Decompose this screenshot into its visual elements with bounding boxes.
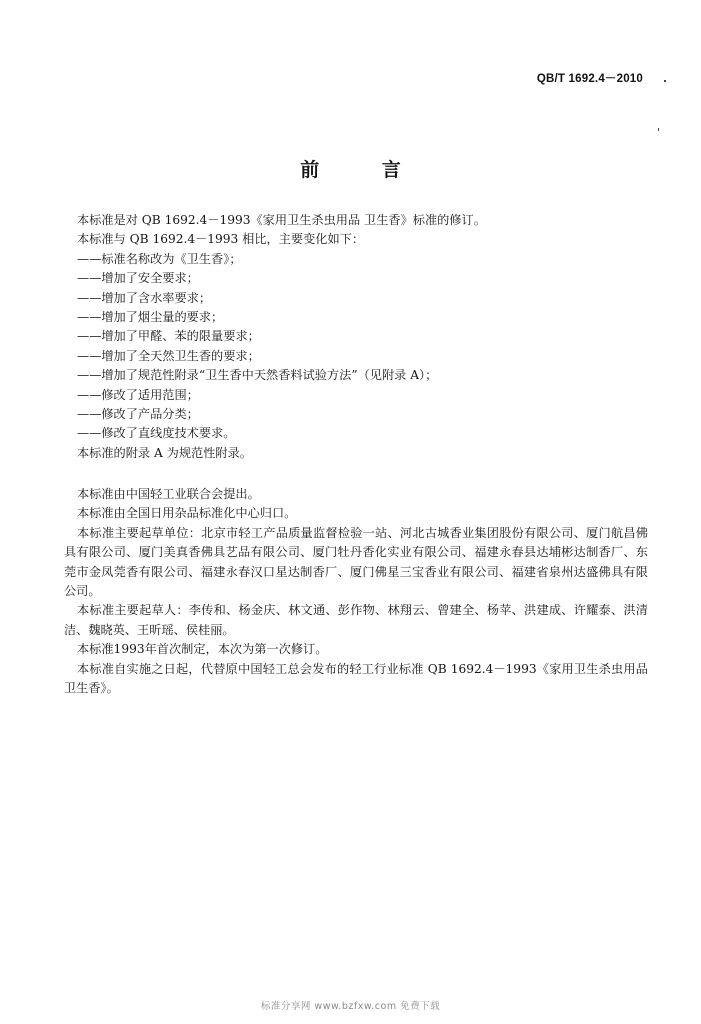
changes-section [64,211,648,463]
replacement-paragraph: 本标准自实施之日起，代替原中国轻工总会发布的轻工行业标准 QB 1692.4－1993《家用卫生杀虫用品 卫生香》。 [64,661,648,696]
change-item: ——增加了全天然卫生香的要求； [77,348,260,363]
change-item: ——修改了适用范围； [77,387,199,402]
appendix-note: 本标准的附录 A 为规范性附录。 [77,445,252,460]
change-item: ——增加了甲醛、苯的限量要求； [77,329,260,344]
drafters-paragraph: 本标准主要起草人：李传和、杨金庆、林文通、彭作物、林翔云、曾建全、杨苹、洪建成、许耀泰、洪清洁、魏晓英、王昕瑶、侯桂丽。 [64,603,648,637]
change-item: ——修改了直线度技术要求。 [77,426,236,441]
scan-speck [664,80,666,82]
change-item: ——增加了规范性附录“卫生香中天然香料试验方法”（见附录 A）； [77,368,438,383]
intro-line-2: 本标准与 QB 1692.4－1993 相比，主要变化如下： [77,232,365,247]
change-item: ——增加了烟尘量的要求； [77,310,224,325]
management-paragraph: 本标准由全国日用杂品标准化中心归口。 [77,506,297,521]
revision-history-paragraph: 本标准1993年首次制定，本次为第一次修订。 [77,642,328,657]
scan-speck [658,128,659,131]
standard-code: QB/T 1692.4－2010 [536,73,643,85]
change-item: ——标准名称改为《卫生香》； [77,251,242,266]
change-item: ——修改了产品分类； [77,407,199,422]
intro-line-1: 本标准是对 QB 1692.4－1993《家用卫生杀虫用品 卫生香》标准的修订。 [77,213,486,227]
proposer-paragraph: 本标准由中国轻工业联合会提出。 [77,487,260,501]
change-item: ——增加了安全要求； [77,271,199,286]
drafting-section [64,485,648,698]
change-item: ——增加了含水率要求； [77,290,212,305]
footer-watermark: 标准分享网 www.bzfxw.com 免费下载 [260,1001,441,1012]
drafting-units-paragraph: 本标准主要起草单位：北京市轻工产品质量监督检验一站、河北古城香业集团股份有限公司、厦门航昌佛具有限公司、厦门美真香佛具艺品有限公司、厦门牡丹香化实业有限公司、福建永春县达埔彬达制香厂、东莞市金凤莞香有限公司、福建永春汉口星达制香厂、厦门佛星三宝香业有限公司、福建省泉州达盛佛具有限公司。 [64,525,648,599]
page-title: 前 言 [300,159,429,181]
